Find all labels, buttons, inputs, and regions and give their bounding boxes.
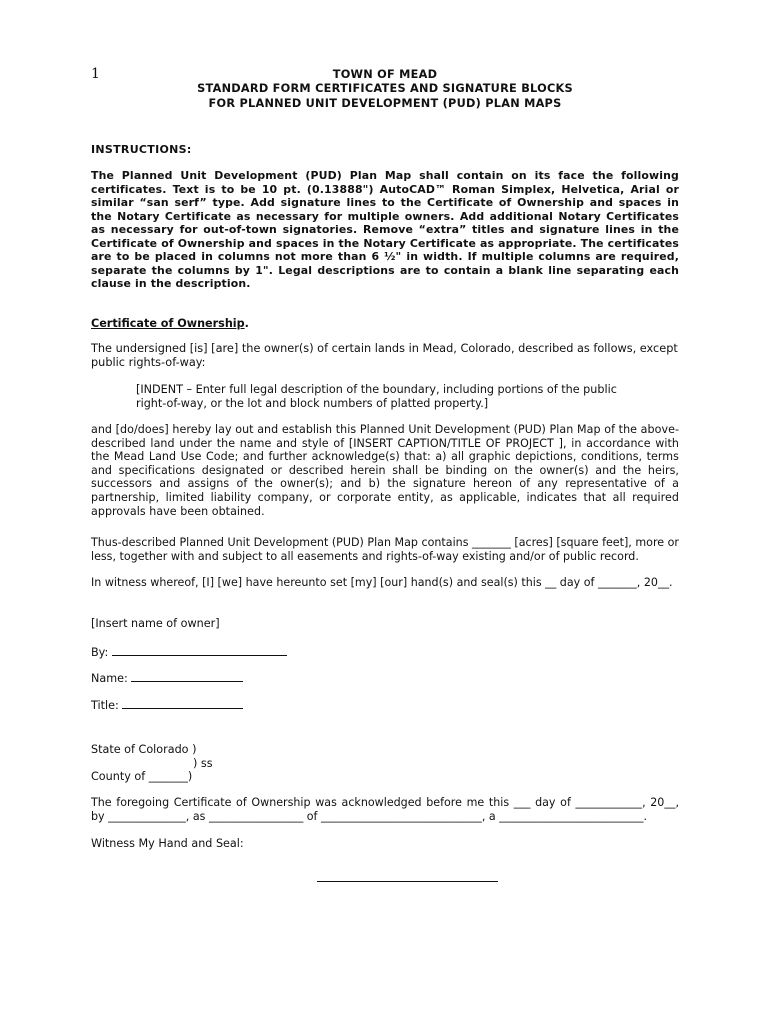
certificate-heading-text: Certificate of Ownership — [91, 317, 245, 330]
title-label: Title: — [91, 699, 119, 712]
title-blank — [122, 698, 243, 709]
header-line-town: TOWN OF MEAD — [332, 68, 438, 81]
name-row — [91, 671, 243, 685]
notary-signature-line — [317, 881, 498, 882]
establishment-paragraph: and [do/does] hereby lay out and establish this Planned Unit Development (PUD) Plan Map of the above-described land under the name and style of [INSERT CAPTION/TITLE OF PROJECT ], in accordance with the Mead Land Use Code; and further acknowledge(s) that: a) all graphic depictions, conditions, terms and specifications designated or described herein shall be binding on the owner(s) and the heirs, successors and assigns of the owner(s); and b) the signature hereon of any representative of a partnership, limited liability company, or corporate entity, as applicable, indicates that all required approvals have been obtained. — [91, 423, 679, 518]
area-paragraph: Thus-described Planned Unit Development (PUD) Plan Map contains _______ [acres] [square feet], more or less, together with and subject to all easements and rights-of-way existing and/or of public record. — [91, 536, 679, 563]
instructions-heading: INSTRUCTIONS: — [91, 143, 192, 156]
notary-state: State of Colorado ) — [91, 743, 197, 756]
ownership-intro-paragraph: The undersigned [is] [are] the owner(s) of certain lands in Mead, Colorado, described as follows, except public rights-of-way: — [91, 342, 678, 369]
header-line-form-title: STANDARD FORM CERTIFICATES AND SIGNATURE BLOCKS — [197, 82, 573, 96]
notary-county: County of _______) — [91, 770, 193, 783]
instructions-body: The Planned Unit Development (PUD) Plan Map shall contain on its face the following certificates. Text is to be 10 pt. (0.13888") AutoCAD™ Roman Simplex, Helvetica, Arial or similar “san serf” type. Add signature lines to the Certificate of Ownership and spaces in the Notary Certificate as necessary for multiple owners. Add additional Notary Certificates as necessary for out-of-town signatories. Remove “extra” titles and signature lines in the Certificate of Ownership and spaces in the Notary Certificate as appropriate. The certificates are to be placed in columns not more than 6 ½" in width. If multiple columns are required, separate the columns by 1". Legal descriptions are to contain a blank line separating each clause in the description. — [91, 169, 679, 290]
notary-acknowledgment-paragraph: The foregoing Certificate of Ownership was acknowledged before me this ___ day of ____________, 20__, by ______________, as _________________ of _____________________________, a __________________________. — [91, 796, 679, 823]
by-label: By: — [91, 646, 109, 659]
title-row — [91, 698, 243, 712]
witness-paragraph: In witness whereof, [I] [we] have hereunto set [my] [our] hand(s) and seal(s) this __ day of _______, 20__. — [91, 576, 673, 589]
notary-ss: ) ss — [193, 757, 213, 770]
page-number: 1 — [91, 66, 100, 82]
certificate-heading — [91, 317, 679, 331]
legal-description-placeholder: [INDENT – Enter full legal description of the boundary, including portions of the public right-of-way, or the lot and block numbers of platted property.] — [136, 383, 617, 410]
certificate-heading-period: . — [244, 317, 249, 330]
header-line-subtitle: FOR PLANNED UNIT DEVELOPMENT (PUD) PLAN MAPS — [208, 96, 562, 110]
name-label: Name: — [91, 672, 128, 685]
witness-hand-seal: Witness My Hand and Seal: — [91, 837, 244, 850]
by-signature-blank — [112, 645, 287, 656]
by-signature-row — [91, 645, 287, 659]
owner-name-placeholder: [Insert name of owner] — [91, 617, 220, 630]
name-blank — [131, 671, 243, 682]
document-header — [91, 68, 679, 111]
